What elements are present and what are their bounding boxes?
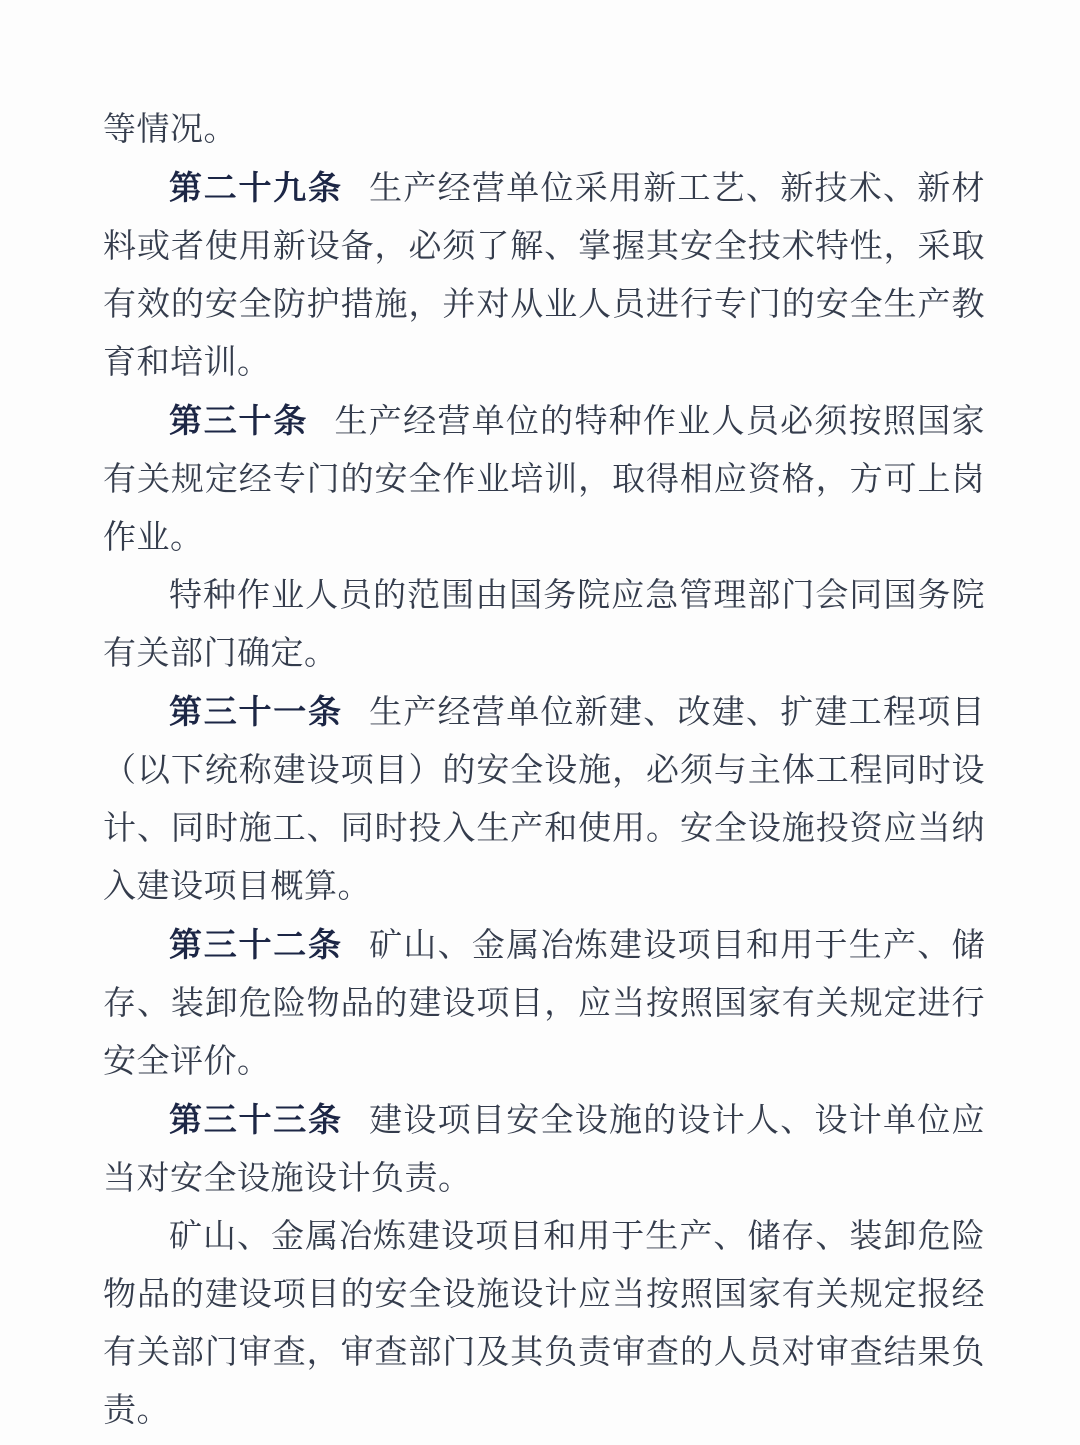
article-text: 矿山、金属冶炼建设项目和用于生产、储存、装卸危险物品的建设项目，应当按照国家有关规定进行安全评价。 <box>103 928 986 1080</box>
paragraph-text: 等情况。 <box>103 112 237 148</box>
article-number: 第二十九条 <box>169 169 343 206</box>
article-text: 生产经营单位新建、改建、扩建工程项目（以下统称建设项目）的安全设施，必须与主体工程同时设计、同时施工、同时投入生产和使用。安全设施投资应当纳入建设项目概算。 <box>103 695 986 905</box>
paragraph-text: 特种作业人员的范围由国务院应急管理部门会同国务院有关部门确定。 <box>103 578 985 672</box>
article-30-sub-paragraph <box>103 567 985 683</box>
article-32-paragraph <box>103 916 985 1091</box>
article-number: 第三十一条 <box>169 693 343 730</box>
article-31-paragraph <box>103 683 985 916</box>
paragraph-text: 矿山、金属冶炼建设项目和用于生产、储存、装卸危险物品的建设项目的安全设施设计应当按照国家有关规定报经有关部门审查，审查部门及其负责审查的人员对审查结果负责。 <box>103 1219 985 1429</box>
article-text: 生产经营单位的特种作业人员必须按照国家有关规定经专门的安全作业培训，取得相应资格，方可上岗作业。 <box>103 404 986 556</box>
article-30-paragraph <box>103 392 985 567</box>
law-text-block <box>103 101 985 1440</box>
article-29-paragraph <box>103 159 985 392</box>
article-text: 建设项目安全设施的设计人、设计单位应当对安全设施设计负责。 <box>103 1103 986 1197</box>
article-number: 第三十二条 <box>169 926 343 963</box>
article-number: 第三十三条 <box>169 1101 343 1138</box>
article-text: 生产经营单位采用新工艺、新技术、新材料或者使用新设备，必须了解、掌握其安全技术特性，采取有效的安全防护措施，并对从业人员进行专门的安全生产教育和培训。 <box>103 171 986 381</box>
article-33-paragraph <box>103 1091 985 1208</box>
article-number: 第三十条 <box>169 402 309 439</box>
continuation-paragraph <box>103 101 985 159</box>
article-33-sub-paragraph <box>103 1208 985 1440</box>
